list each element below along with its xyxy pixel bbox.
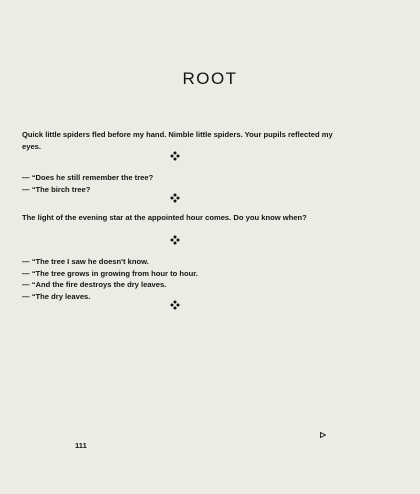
triangle-arrow-icon [320,432,326,438]
dialogue-line: — “Does he still remember the tree? [22,173,154,182]
dialogue-line: — “The tree grows in growing from hour to hour. [22,268,198,278]
dialogue-line: — “The dry leaves. [22,291,91,301]
dialogue-line: — “The tree I saw he doesn't know. [22,257,149,266]
fleuron-icon [170,193,180,203]
dialogue-line: — “And the fire destroys the dry leaves. [22,280,167,290]
dialogue-block-2 [22,256,342,302]
fleuron-icon [170,300,180,310]
dialogue-block-1 [22,172,342,195]
paragraph-spiders: Quick little spiders fled before my hand. Nimble little spiders. Your pupils reflected my eyes. [22,130,333,151]
page-number: 111 [75,441,87,450]
paragraph-evening-star: The light of the evening star at the appointed hour comes. Do you know when? [22,213,307,222]
fleuron-icon [170,151,180,161]
page-title: ROOT [182,69,238,88]
fleuron-icon [170,235,180,245]
dialogue-line: — “The birch tree? [22,184,91,194]
